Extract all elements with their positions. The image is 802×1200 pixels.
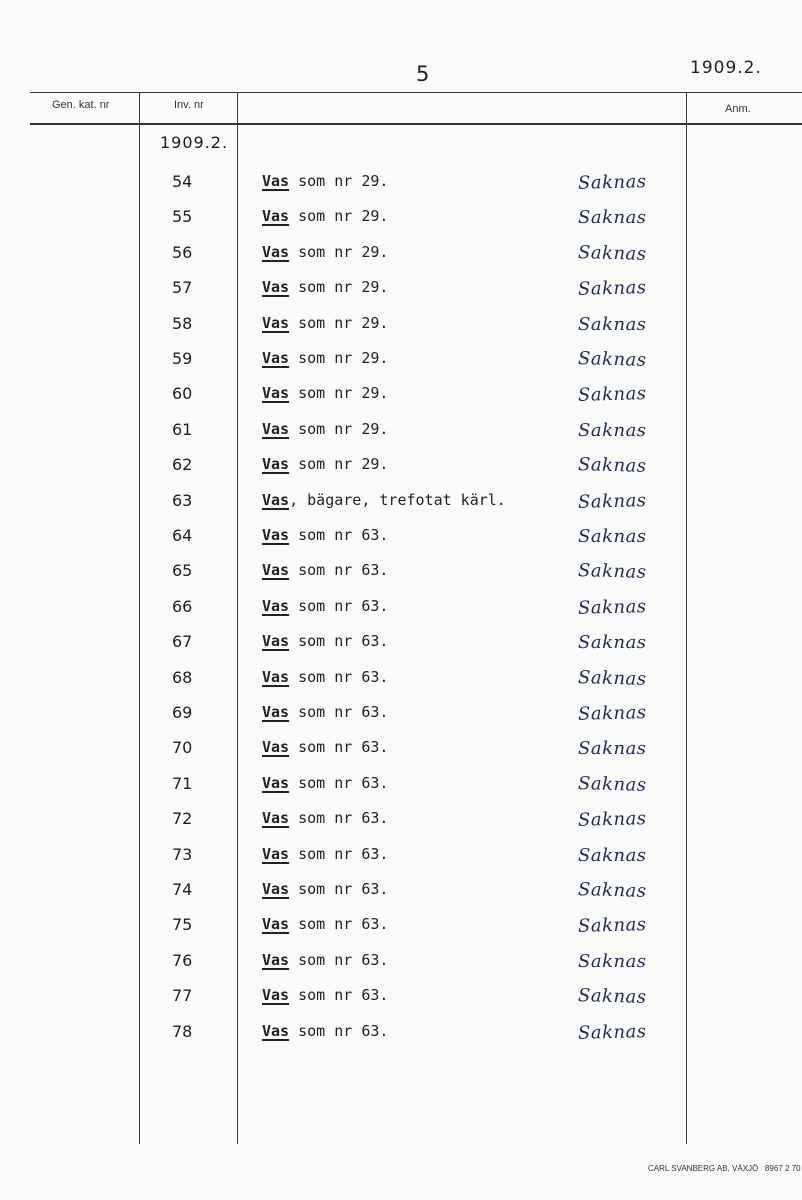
object-type: Vas	[262, 880, 290, 898]
object-type: Vas	[262, 951, 290, 969]
table-row	[0, 278, 802, 308]
table-row	[0, 774, 802, 804]
item-description	[262, 561, 388, 579]
description-text: som nr 63.	[289, 703, 389, 721]
table-row	[0, 491, 802, 521]
table-row	[0, 632, 802, 662]
handwritten-note: Saknas	[577, 454, 647, 477]
object-type: Vas	[262, 738, 290, 756]
item-description	[262, 880, 388, 898]
table-row	[0, 880, 802, 910]
table-row	[0, 951, 802, 981]
description-text: som nr 29.	[289, 420, 389, 438]
inv-number: 64	[172, 526, 193, 545]
handwritten-note: Saknas	[577, 383, 647, 406]
object-type: Vas	[262, 561, 290, 579]
handwritten-note: Saknas	[577, 348, 647, 371]
description-text: som nr 29.	[289, 207, 389, 225]
inv-number: 78	[172, 1022, 193, 1041]
table-row	[0, 455, 802, 485]
table-row	[0, 597, 802, 627]
table-row	[0, 349, 802, 379]
object-type: Vas	[262, 632, 290, 650]
inv-number: 55	[172, 207, 193, 226]
inv-number: 73	[172, 845, 193, 864]
inv-number: 70	[172, 738, 193, 757]
item-description	[262, 314, 388, 332]
inv-number: 72	[172, 809, 193, 828]
description-text: som nr 29.	[289, 243, 389, 261]
handwritten-note: Saknas	[577, 702, 647, 725]
table-row	[0, 243, 802, 273]
object-type: Vas	[262, 384, 290, 402]
table-row	[0, 207, 802, 237]
object-type: Vas	[262, 845, 290, 863]
table-row	[0, 314, 802, 344]
description-text: som nr 63.	[289, 845, 389, 863]
description-text: som nr 63.	[289, 880, 389, 898]
object-type: Vas	[262, 597, 290, 615]
item-description	[262, 915, 388, 933]
item-description	[262, 703, 388, 721]
item-description	[262, 491, 506, 509]
description-text: som nr 63.	[289, 915, 389, 933]
page-reference: 1909.2.	[690, 58, 762, 78]
inv-number: 76	[172, 951, 193, 970]
item-description	[262, 845, 388, 863]
handwritten-note: Saknas	[577, 985, 647, 1008]
handwritten-note: Saknas	[577, 914, 647, 937]
inv-number: 59	[172, 349, 193, 368]
handwritten-note: Saknas	[578, 420, 647, 441]
inv-number: 54	[172, 172, 193, 191]
item-description	[262, 420, 388, 438]
object-type: Vas	[262, 278, 290, 296]
inv-number: 66	[172, 597, 193, 616]
description-text: som nr 63.	[289, 632, 389, 650]
object-type: Vas	[262, 986, 290, 1004]
item-description	[262, 738, 388, 756]
description-text: som nr 29.	[289, 349, 389, 367]
handwritten-note: Saknas	[577, 1021, 647, 1044]
item-description	[262, 597, 388, 615]
inv-number: 60	[172, 384, 193, 403]
object-type: Vas	[262, 314, 290, 332]
handwritten-note: Saknas	[578, 951, 647, 972]
group-label: 1909.2.	[160, 133, 229, 152]
table-row	[0, 561, 802, 591]
description-text: som nr 29.	[289, 278, 389, 296]
column-header-inv: Inv. nr	[174, 99, 204, 111]
description-text: som nr 63.	[289, 561, 389, 579]
handwritten-note: Saknas	[577, 277, 647, 300]
inv-number: 58	[172, 314, 193, 333]
item-description	[262, 526, 388, 544]
handwritten-note: Saknas	[577, 490, 647, 513]
inv-number: 71	[172, 774, 193, 793]
inv-number: 68	[172, 668, 193, 687]
handwritten-note: Saknas	[578, 632, 647, 653]
table-row	[0, 668, 802, 698]
description-text: som nr 63.	[289, 986, 389, 1004]
handwritten-note: Saknas	[577, 560, 647, 583]
description-text: som nr 63.	[289, 668, 389, 686]
description-text: som nr 63.	[289, 951, 389, 969]
object-type: Vas	[262, 809, 290, 827]
inv-number: 77	[172, 986, 193, 1005]
inv-number: 62	[172, 455, 193, 474]
handwritten-note: Saknas	[577, 596, 647, 619]
object-type: Vas	[262, 774, 290, 792]
table-row	[0, 1022, 802, 1052]
item-description	[262, 774, 388, 792]
description-text: som nr 63.	[289, 1022, 389, 1040]
inv-number: 75	[172, 915, 193, 934]
description-text: som nr 63.	[289, 597, 389, 615]
table-row	[0, 809, 802, 839]
table-row	[0, 420, 802, 450]
object-type: Vas	[262, 207, 290, 225]
object-type: Vas	[262, 172, 290, 190]
handwritten-note: Saknas	[578, 738, 647, 759]
handwritten-note: Saknas	[578, 845, 647, 866]
object-type: Vas	[262, 526, 290, 544]
inv-number: 67	[172, 632, 193, 651]
item-description	[262, 668, 388, 686]
description-text: som nr 63.	[289, 809, 389, 827]
inv-number: 56	[172, 243, 193, 262]
table-row	[0, 703, 802, 733]
handwritten-note: Saknas	[577, 879, 647, 902]
column-header-anm: Anm.	[725, 103, 751, 115]
item-description	[262, 349, 388, 367]
table-row	[0, 172, 802, 202]
description-text: som nr 63.	[289, 738, 389, 756]
handwritten-note: Saknas	[577, 773, 647, 796]
inv-number: 69	[172, 703, 193, 722]
description-text: som nr 29.	[289, 384, 389, 402]
description-text: som nr 29.	[289, 172, 389, 190]
page-number: 5	[416, 62, 430, 86]
table-row	[0, 986, 802, 1016]
object-type: Vas	[262, 491, 290, 509]
item-description	[262, 243, 388, 261]
item-description	[262, 632, 388, 650]
description-text: , bägare, trefotat kärl.	[289, 491, 506, 509]
object-type: Vas	[262, 915, 290, 933]
description-text: som nr 63.	[289, 526, 389, 544]
object-type: Vas	[262, 243, 290, 261]
object-type: Vas	[262, 1022, 290, 1040]
description-text: som nr 29.	[289, 455, 389, 473]
item-description	[262, 951, 388, 969]
item-description	[262, 384, 388, 402]
handwritten-note: Saknas	[578, 314, 647, 335]
item-description	[262, 455, 388, 473]
object-type: Vas	[262, 668, 290, 686]
handwritten-note: Saknas	[577, 171, 647, 194]
inv-number: 61	[172, 420, 193, 439]
item-description	[262, 809, 388, 827]
table-row	[0, 915, 802, 945]
description-text: som nr 29.	[289, 314, 389, 332]
object-type: Vas	[262, 703, 290, 721]
inv-number: 74	[172, 880, 193, 899]
item-description	[262, 986, 388, 1004]
object-type: Vas	[262, 349, 290, 367]
inv-number: 65	[172, 561, 193, 580]
description-text: som nr 63.	[289, 774, 389, 792]
column-header-gen-kat: Gen. kat. nr	[52, 99, 110, 111]
item-description	[262, 278, 388, 296]
item-description	[262, 1022, 388, 1040]
table-row	[0, 384, 802, 414]
inv-number: 57	[172, 278, 193, 297]
object-type: Vas	[262, 420, 290, 438]
handwritten-note: Saknas	[578, 526, 647, 547]
printer-imprint: CARL SVANBERG AB, VÄXJÖ 8967 2 70	[648, 1164, 801, 1173]
table-row	[0, 738, 802, 768]
handwritten-note: Saknas	[578, 207, 647, 228]
item-description	[262, 172, 388, 190]
table-row	[0, 526, 802, 556]
handwritten-note: Saknas	[577, 808, 647, 831]
handwritten-note: Saknas	[577, 667, 647, 690]
object-type: Vas	[262, 455, 290, 473]
table-row	[0, 845, 802, 875]
handwritten-note: Saknas	[577, 242, 647, 265]
inv-number: 63	[172, 491, 193, 510]
item-description	[262, 207, 388, 225]
